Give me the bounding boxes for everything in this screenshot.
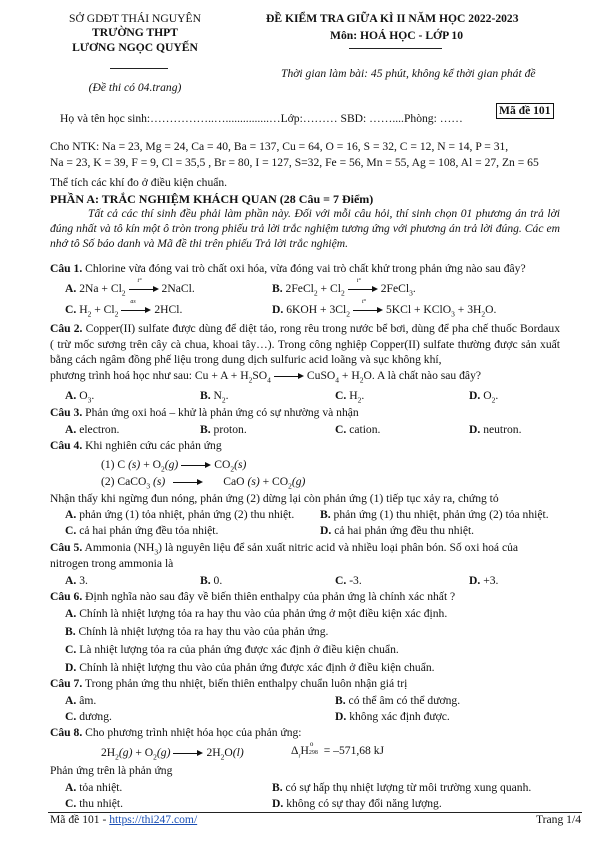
department-name: SỞ GDĐT THÁI NGUYÊN [69,12,201,25]
option-text: . [361,389,365,402]
q3-option-a[interactable] [65,423,119,436]
equation-text: phương trình hoá học như sau: Cu + A + H [50,369,249,382]
option-text: neutron. [483,423,522,436]
subscript: 3 [451,309,455,319]
option-text: cả hai phản ứng đều thu nhiệt. [334,524,475,537]
q8-option-c[interactable] [65,797,123,810]
option-text: cation. [349,423,381,436]
state-label: (s) [247,475,260,488]
state-label: (l) [232,746,244,759]
option-text: 2HCl. [154,303,183,316]
reaction-arrow-icon [274,371,304,381]
option-letter: A. [65,694,77,707]
q8-stem: Phản ứng trên là phản ứng [50,764,173,777]
subscript: 2 [357,395,362,405]
equation-text: + O [140,458,162,471]
equation-text: 2H [101,746,116,759]
option-text: có sự hấp thụ nhiệt lượng từ môi trường xung quanh. [285,781,532,794]
exam-code-box: Mã đề 101 [496,103,554,119]
option-text: O. [485,303,497,316]
option-text: N [213,389,222,402]
option-text: 2Na + Cl [79,282,122,295]
option-text: Là nhiệt lượng tỏa ra của phản ứng được xác định ở điều kiện chuẩn. [79,643,399,656]
q5-label: Câu 5. [50,541,83,554]
option-letter: B. [335,694,346,707]
reaction-arrow-icon [181,460,211,470]
option-letter: C. [335,423,347,436]
q4-reaction-1 [101,458,246,473]
footer-code-text: Mã đề 101 - [50,813,110,826]
equation-text: CaO [223,475,248,488]
option-letter: B. [65,625,76,638]
option-letter: A. [65,607,77,620]
q1-option-a[interactable] [65,278,195,298]
q5-text: Ammonia (NH [84,541,155,554]
equation-text: + CO [259,475,289,488]
reaction-arrow-icon [121,299,151,315]
option-letter: D. [335,710,347,723]
equation-text: + O [132,746,154,759]
state-label: (g) [164,458,179,471]
subject-underline [349,48,442,49]
subscript: 2 [220,752,225,762]
q8-enthalpy [291,740,385,760]
subject-title: Môn: HOÁ HỌC - LỚP 10 [330,29,464,42]
option-text: proton. [213,423,247,436]
option-text: Chính là nhiệt lượng tỏa ra hay thu vào của phản ứng ở một điều kiện xác định. [79,607,448,620]
option-letter: D. [272,797,284,810]
atomic-mass-line1: Cho NTK: Na = 23, Mg = 24, Ca = 40, Ba = 137, Cu = 64, O = 16, S = 32, C = 12, N = 14, P = 31, [50,140,509,153]
q6-text: Định nghĩa nào sau đây về biến thiên enthalpy của phản ứng là chính xác nhất ? [85,590,456,603]
equation-text: (2) CaCO [101,475,147,488]
state-label: (s) [150,475,166,488]
gas-condition-note: Thể tích các khí đo ở điều kiện chuẩn. [50,176,228,189]
question-2 [50,321,560,368]
equation-text: + H [339,369,360,382]
subscript: 3 [154,547,159,557]
question-7 [50,677,407,690]
subscript: 2 [121,288,126,298]
subscript: 2 [359,375,364,385]
option-text: 3. [79,574,88,587]
subscript: 2 [114,309,119,319]
option-text: H [349,389,358,402]
option-text: . [495,389,499,402]
q3-option-c[interactable] [335,423,380,436]
q7-option-d[interactable] [335,710,450,723]
q5-option-b[interactable] [200,574,222,587]
q4-option-c[interactable] [65,524,218,537]
option-text: có thể âm có thể dương. [348,694,461,707]
q6-option-d[interactable] [65,661,435,674]
subscript: 2 [221,395,226,405]
subscript: 3 [146,481,151,491]
q2-option-c[interactable] [335,389,364,404]
q5-option-d[interactable] [469,574,498,587]
option-letter: C. [65,643,77,656]
q1-option-b[interactable] [272,278,416,298]
q2-option-a[interactable] [65,389,94,404]
option-text: +3. [483,574,499,587]
option-letter: D. [320,524,332,537]
equation-text: (1) C [101,458,129,471]
option-text: 6KOH + 3Cl [286,303,347,316]
subscript: 2 [248,375,253,385]
option-text: Chính là nhiệt lượng tỏa ra hay thu vào của phản ứng. [78,625,329,638]
q4-stem: Nhận thấy khi ngừng đun nóng, phản ứng (2) dừng lại còn phản ứng (1) tiếp tục xảy ra, chứng tỏ [50,492,499,505]
subscript: 2 [491,395,496,405]
student-info-line: Họ và tên học sinh:……………..…...............…Lớp:……… SBD: ……....Phòng: …… [60,112,463,125]
option-letter: C. [65,524,77,537]
subscript: 2 [340,288,345,298]
q3-option-b[interactable] [200,423,247,436]
subscript: 2 [161,464,165,474]
q7-label: Câu 7. [50,677,83,690]
q5-text-line2: nitrogen trong ammonia là [50,557,174,570]
option-text: dương. [79,710,112,723]
delta-symbol: Δ [291,744,299,757]
q5-text: ) là nguyên liệu để sản xuất nitric acid và nhiều loại phân bón. Số oxi hoá của [158,541,519,554]
q4-option-d[interactable] [320,524,474,537]
q8-equation [101,746,244,761]
option-text: + Cl [317,282,341,295]
q7-option-c[interactable] [65,710,112,723]
equation-text: CuSO [306,369,336,382]
q1-option-c[interactable] [65,299,183,319]
question-5 [50,541,518,556]
subscript: 4 [267,375,271,385]
option-text: + 3H [454,303,482,316]
option-text: H [79,303,88,316]
option-letter: D. [469,423,481,436]
state-label: (g) [291,475,306,488]
part-a-title: PHẦN A: TRẮC NGHIỆM KHÁCH QUAN (28 Câu = 7 Điểm) [50,192,374,206]
subscript: 2 [230,464,235,474]
option-letter: B. [320,508,331,521]
subscript: r [298,753,301,760]
q2-label: Câu 2. [50,322,83,335]
option-letter: D. [272,303,284,316]
option-text: . [412,282,416,295]
subscript: 2 [288,481,292,491]
option-text: O [483,389,492,402]
question-3 [50,406,359,419]
option-letter: A. [65,282,77,295]
option-text: 5KCl + KClO [385,303,452,316]
subscript: 2 [346,309,350,319]
option-text: 2NaCl. [161,282,195,295]
q4-label: Câu 4. [50,439,83,452]
option-letter: B. [200,574,211,587]
state-label: (s) [234,458,247,471]
q2-option-b[interactable] [200,389,229,404]
equation-text: 2H [206,746,221,759]
subscript: 4 [335,375,340,385]
q4-option-a[interactable] [65,508,294,521]
reaction-arrow-icon [173,477,203,487]
arrow-condition: t° [356,278,361,285]
option-text: không xác định được. [349,710,450,723]
reaction-arrow-icon [353,299,383,315]
q8-text: Cho phương trình nhiệt hóa học của phản ứng: [85,726,302,739]
option-letter: D. [469,574,481,587]
q4-option-b[interactable] [320,508,549,521]
option-letter: B. [200,423,211,436]
instructions: Tất cả các thí sinh đều phải làm phần này. Đối với mỗi câu hỏi, thí sinh chọn 01 phương án trả lời đúng nhất và tô kín một ô tròn trong phiếu trả lời trắc nghiệm tương ứng với phương án trả lời đúng. Các em nhớ tô Số báo danh và Mã đề thi trên phiếu Trả lời trắc nghiệm. [50,207,560,250]
q3-option-d[interactable] [469,423,522,436]
subscript: 2 [115,752,119,762]
q7-option-b[interactable] [335,694,460,707]
state-label: (s) [128,458,141,471]
state-label: (g) [118,746,133,759]
option-letter: B. [272,282,283,295]
q4-reaction-2 [101,475,305,490]
q1-label: Câu 1. [50,262,83,275]
equation-text: O. A là chất nào sau đây? [363,369,482,382]
option-letter: C. [65,303,77,316]
reaction-arrow-icon [348,278,378,294]
subscript: 2 [153,752,157,762]
q6-option-a[interactable] [65,607,447,620]
atomic-mass-line2: Na = 23, K = 39, F = 9, Cl = 35,5 , Br = 80, I = 127, S=32, Fe = 56, Mn = 55, Ag = 108, Al = 27, Zn = 65 [50,156,539,169]
subscript: 2 [87,309,92,319]
q1-option-d[interactable] [272,299,497,319]
q6-option-c[interactable] [65,643,399,656]
q3-label: Câu 3. [50,406,83,419]
enthalpy-value: = –571,68 kJ [320,744,385,757]
q7-option-a[interactable] [65,694,96,707]
question-8 [50,726,302,739]
option-letter: D. [469,389,481,402]
subscript: 298 [308,750,318,757]
q4-text: Khi nghiên cứu các phản ứng [85,439,222,452]
exam-time: Thời gian làm bài: 45 phút, không kể thời gian phát đề [281,67,536,80]
footer-link[interactable]: https://thi247.com/ [109,813,198,826]
option-text: thu nhiệt. [79,797,123,810]
q6-option-b[interactable] [65,625,328,638]
reaction-arrow-icon [173,748,203,758]
option-letter: A. [65,389,77,402]
option-letter: A. [65,508,77,521]
option-text: + Cl [91,303,115,316]
option-letter: D. [65,661,77,674]
question-4 [50,439,222,452]
question-1 [50,262,526,275]
option-text: 2FeCl [380,282,410,295]
option-text: âm. [79,694,97,707]
q2-option-d[interactable] [469,389,498,404]
option-text: tỏa nhiệt. [79,781,123,794]
header-divider [110,68,168,69]
equation-text: O [224,746,233,759]
q5-option-a[interactable] [65,574,88,587]
q7-text: Trong phản ứng thu nhiệt, biến thiên enthalpy chuẩn luôn nhận giá trị [84,677,408,690]
option-text: O [79,389,88,402]
option-letter: B. [272,781,283,794]
option-letter: A. [65,781,77,794]
equation-text: CO [214,458,231,471]
subscript: 3 [87,395,92,405]
option-text: không có sự thay đổi năng lượng. [286,797,442,810]
q1-text: Chlorine vừa đóng vai trò chất oxi hóa, vừa đóng vai trò chất khử trong phản ứng nào sau đây? [85,262,526,275]
q2-equation [50,369,481,384]
exam-title: ĐỀ KIỂM TRA GIỮA KÌ II NĂM HỌC 2022-2023 [266,12,519,25]
option-text: electron. [79,423,120,436]
arrow-condition: t° [361,299,367,306]
enthalpy-symbol: H [300,744,309,757]
option-letter: C. [65,797,77,810]
question-6 [50,590,455,603]
option-text: phản ứng (1) tỏa nhiệt, phản ứng (2) thu nhiệt. [79,508,295,521]
option-letter: B. [200,389,211,402]
option-letter: C. [335,574,347,587]
q8-option-b[interactable] [272,781,531,794]
option-text: . [225,389,229,402]
option-text: cả hai phản ứng đều tỏa nhiệt. [79,524,219,537]
option-letter: A. [65,423,77,436]
q2-text: Copper(II) sulfate được dùng để diệt tảo, rong rêu trong nước bể bơi, dùng để pha chế thuốc Bordaux ( trừ mốc sương trên cây cà chua, khoai tây…). Trong công nghiệp Copper(II) sulfate thường được sản xuất bằng cách ngâm đồng phế liệu trong dung dịch sulfuric acid loãng và sục không khí, [50,322,560,366]
subscript: 2 [481,309,486,319]
school-name-line1: TRƯỜNG THPT [92,26,178,39]
arrow-condition: t° [137,278,142,285]
option-letter: A. [65,574,77,587]
superscript: o [309,740,314,749]
q6-label: Câu 6. [50,590,83,603]
option-text: . [91,389,95,402]
reaction-arrow-icon [129,278,159,294]
school-name-line2: LƯƠNG NGỌC QUYẾN [72,41,198,54]
option-letter: C. [335,389,347,402]
state-label: (g) [156,746,171,759]
q5-option-c[interactable] [335,574,362,587]
page-number: Trang 1/4 [536,813,581,826]
option-letter: C. [65,710,77,723]
equation-text: SO [252,369,268,382]
option-text: 0. [213,574,223,587]
subscript: 2 [313,288,318,298]
option-text: -3. [349,574,362,587]
footer-code [50,813,197,826]
arrow-condition: as [130,299,136,306]
option-text: Chính là nhiệt lượng thu vào của phản ứng được xác định ở điều kiện chuẩn. [79,661,435,674]
pages-note: (Đề thi có 04.trang) [88,81,182,94]
q8-option-d[interactable] [272,797,442,810]
option-text: 2FeCl [285,282,314,295]
subscript: 3 [409,288,413,298]
q8-option-a[interactable] [65,781,122,794]
q3-text: Phản ứng oxi hoá – khử là phản ứng có sự nhường và nhận [85,406,359,419]
q8-label: Câu 8. [50,726,83,739]
option-text: phản ứng (1) thu nhiệt, phản ứng (2) tỏa nhiệt. [333,508,549,521]
